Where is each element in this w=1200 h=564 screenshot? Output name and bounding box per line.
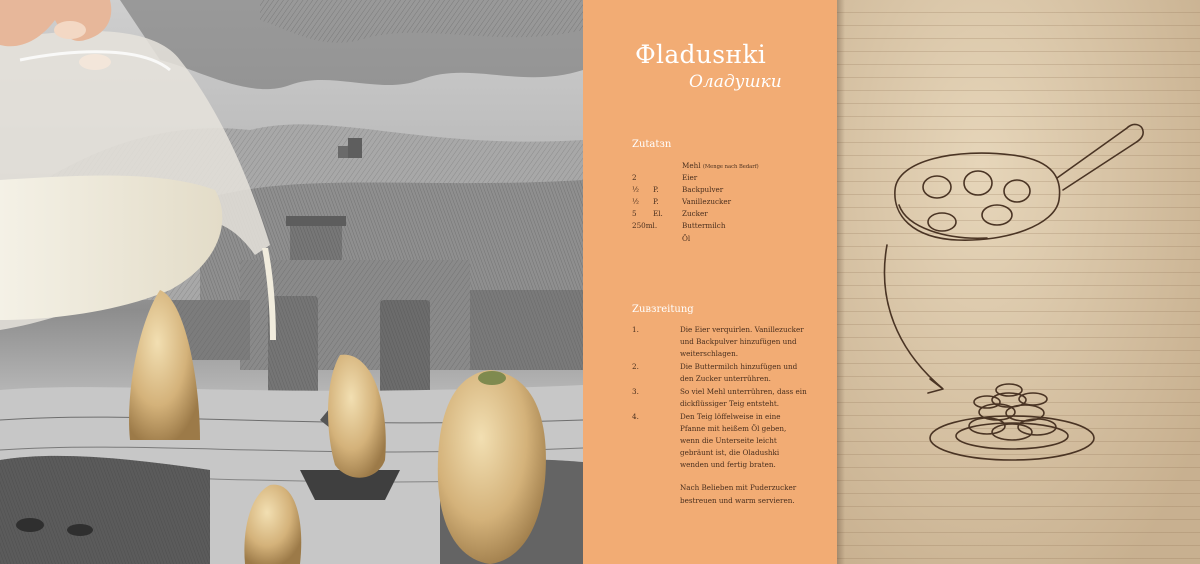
- ingredient-note: (Menge nach Bedarf): [702, 164, 759, 170]
- ingredient-qty: ½: [632, 185, 639, 194]
- recipe-subtitle: Оладушки: [689, 72, 782, 92]
- ingredient-qty: 2: [632, 173, 637, 182]
- step-number: 3.: [632, 387, 639, 396]
- ingredient-name: Buttermilch: [682, 221, 726, 230]
- collage-illustration: [0, 0, 583, 564]
- recipe-page: [583, 0, 837, 564]
- step-number: 4.: [632, 412, 639, 421]
- ingredient-qty: 250ml.: [632, 221, 658, 230]
- ingredient-name: Öl: [682, 234, 691, 243]
- ingredient-name: Backpulver: [682, 185, 724, 194]
- engraving-collage-image: [0, 0, 583, 564]
- ingredient-row: [632, 172, 832, 183]
- pancake-sketch-illustration: [837, 0, 1200, 564]
- ingredient-name: Vanillezucker: [682, 197, 732, 206]
- step-text: Die Eier verquirlen. Vanillezucker und Backpulver hinzufügen und weiterschlagen.: [680, 325, 804, 358]
- sketch-page: [837, 0, 1200, 564]
- arrow-sketch: [884, 245, 942, 388]
- ingredient-row: [632, 233, 832, 244]
- step-text: Die Buttermilch hinzufügen und den Zucker unterrühren.: [680, 362, 798, 383]
- ingredient-name: Eier: [682, 173, 698, 182]
- ingredient-row: [632, 208, 832, 219]
- ingredient-row: [632, 160, 832, 171]
- ingredient-name-text: Mehl: [682, 161, 701, 170]
- ingredient-unit: El.: [653, 209, 663, 218]
- frying-pan-sketch: [895, 153, 1060, 240]
- step-text: So viel Mehl unterrühren, dass ein dickflüssiger Teig entsteht.: [680, 387, 807, 408]
- recipe-title: Фladusнki: [635, 40, 767, 69]
- ingredient-unit: P.: [653, 197, 659, 206]
- ingredients-heading: Zutatзn: [632, 139, 672, 150]
- ingredient-qty: ½: [632, 197, 639, 206]
- preparation-heading: Zuвзreitung: [632, 304, 694, 315]
- pan-handle-sketch: [1057, 124, 1143, 190]
- ingredient-row: [632, 196, 832, 207]
- ingredient-unit: P.: [653, 185, 659, 194]
- serving-note: Nach Belieben mit Puderzucker bestreuen und warm servieren.: [680, 483, 797, 505]
- ingredient-row: [632, 184, 832, 195]
- step-number: 2.: [632, 362, 639, 371]
- step-number: 1.: [632, 325, 639, 334]
- ingredient-name: Zucker: [682, 209, 708, 218]
- step-text: Den Teig löffelweise in eine Pfanne mit heißem Öl geben, wenn die Unterseite leicht gebräunt ist, die Oladushki wenden und fertig braten.: [680, 412, 787, 469]
- ingredient-qty: 5: [632, 209, 637, 218]
- ingredient-row: [632, 220, 832, 231]
